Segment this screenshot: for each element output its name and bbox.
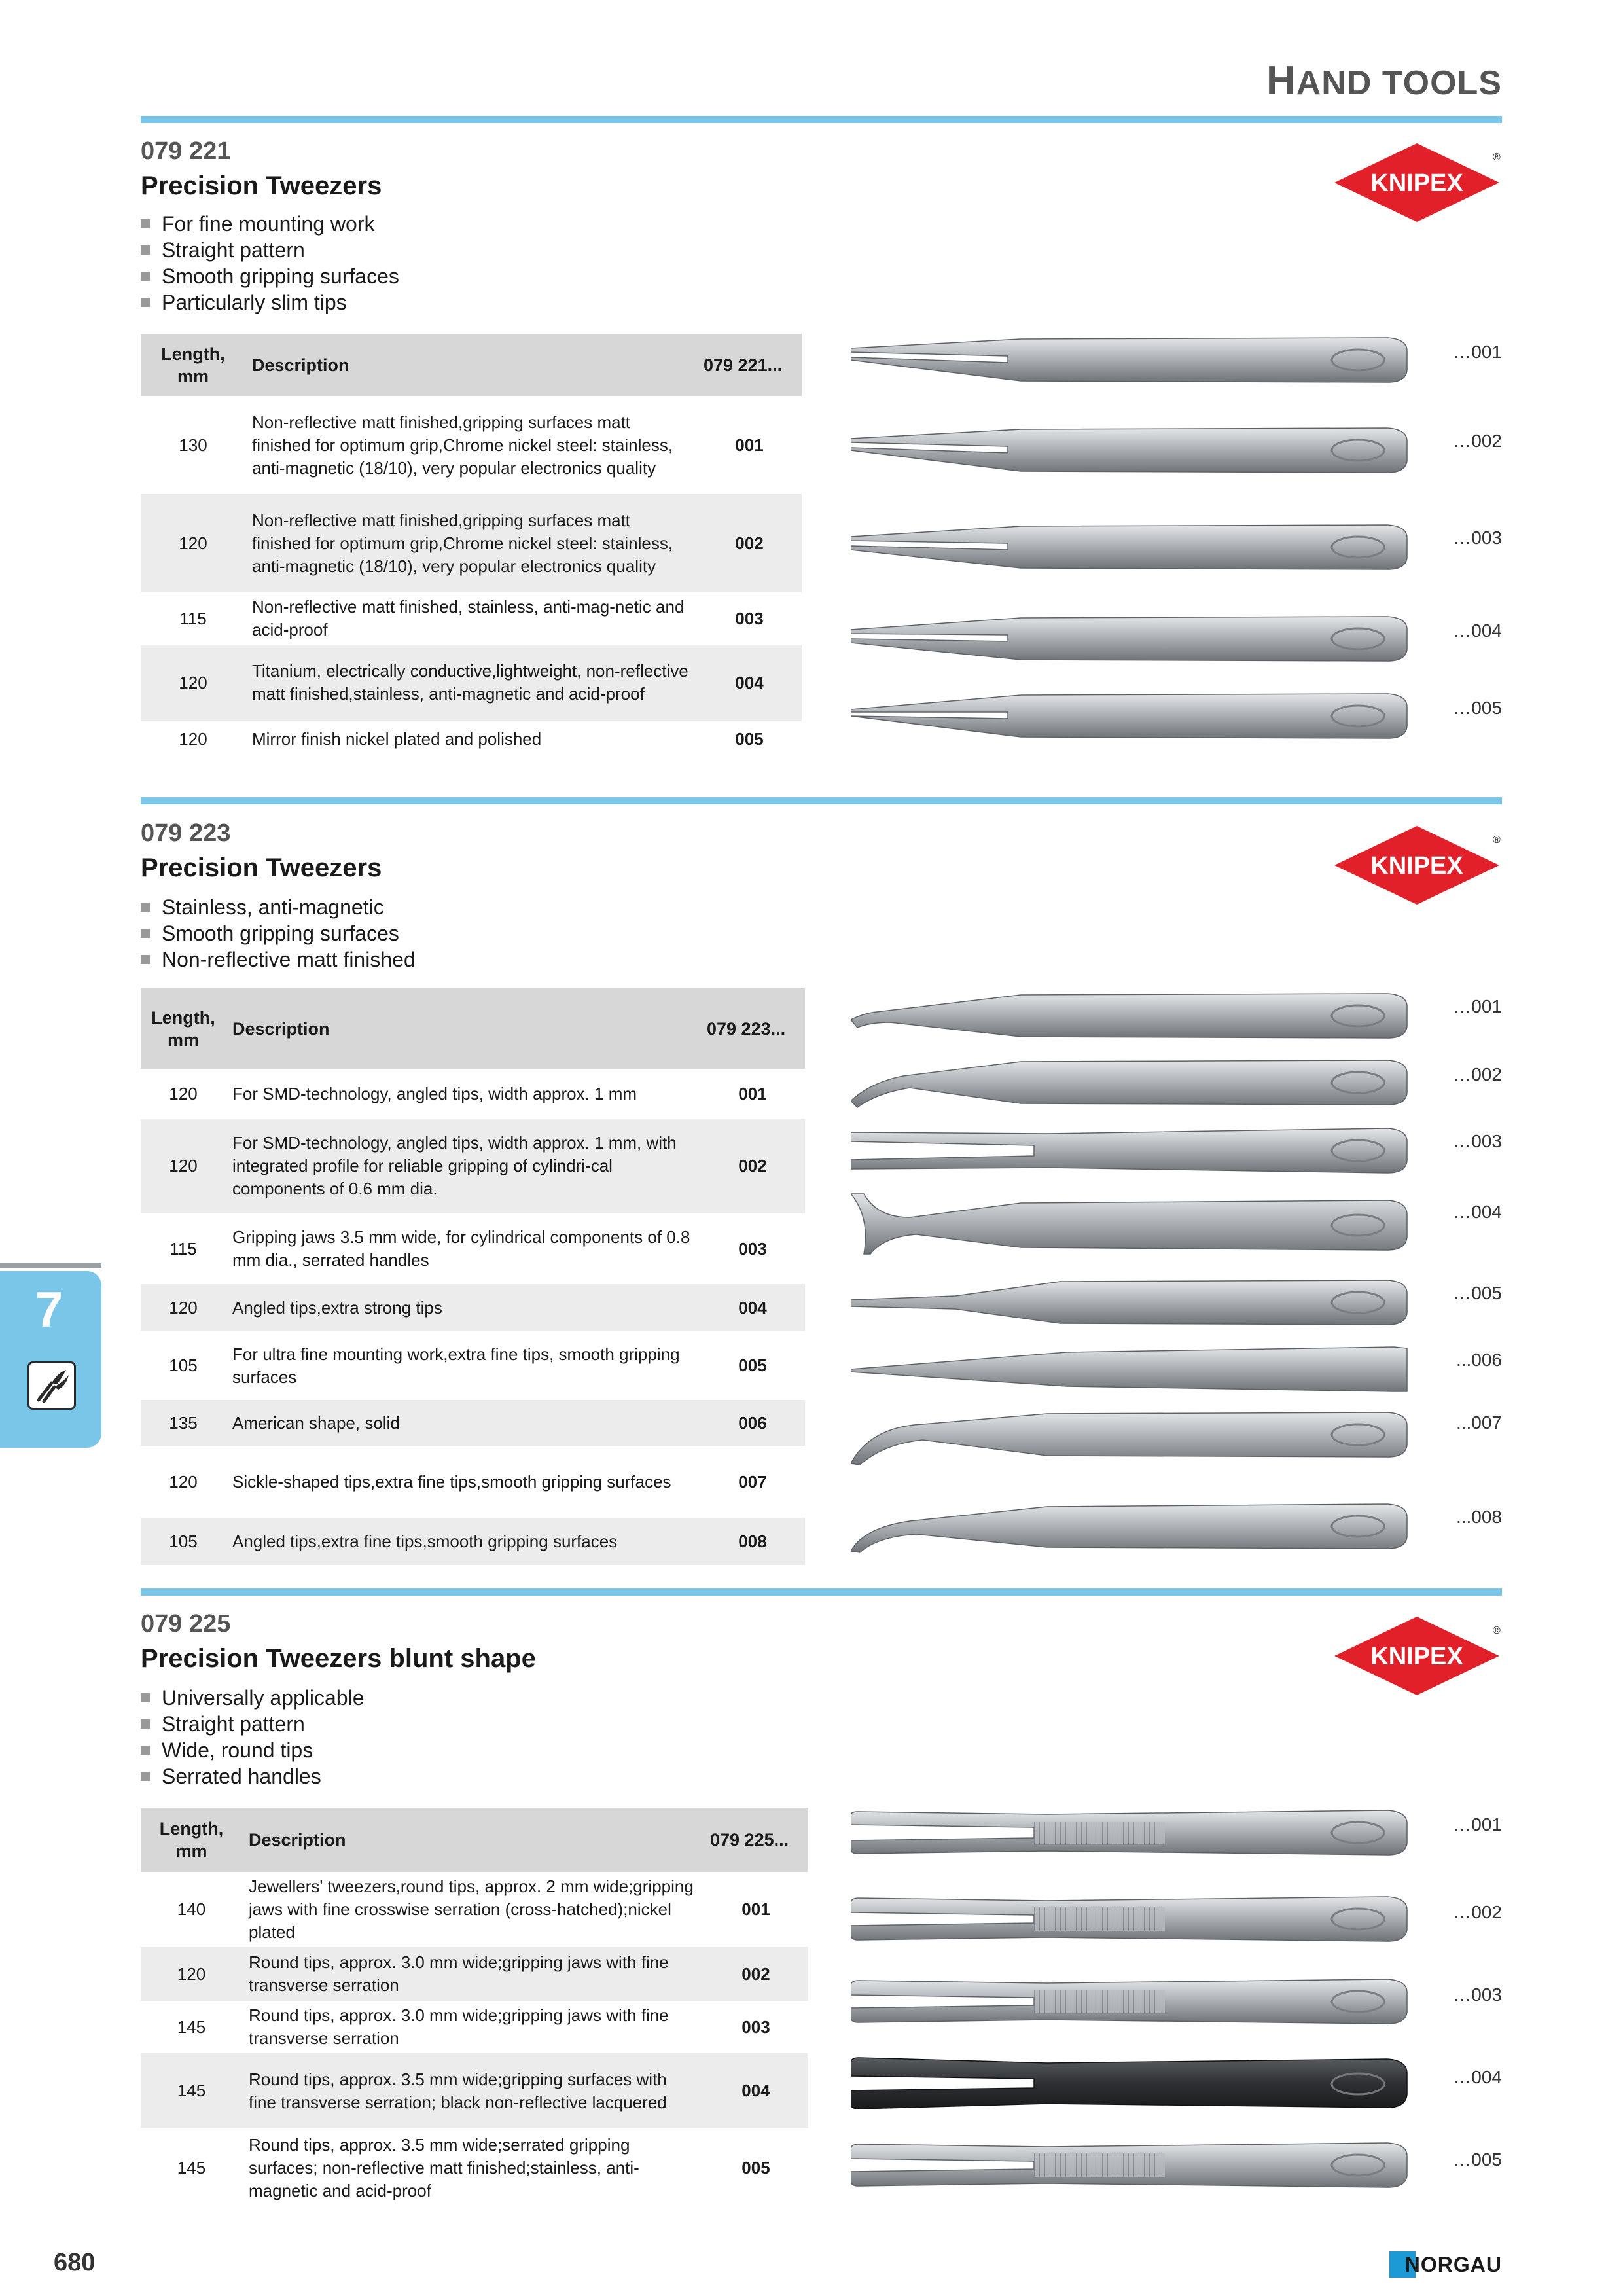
cell-length: 115: [169, 1238, 197, 1259]
feature-list: [141, 1685, 364, 1789]
cell-length: 145: [177, 2157, 206, 2178]
table-row: [141, 494, 802, 592]
tweezer-image: [851, 1343, 1414, 1395]
col-header-description: Description: [242, 1808, 704, 1872]
tweezer-image: [851, 1276, 1414, 1329]
cell-code: 005: [738, 1355, 767, 1375]
variant-suffix: …002: [1453, 1064, 1502, 1085]
table-row: [141, 2001, 808, 2053]
page-number: 680: [54, 2249, 96, 2276]
cell-length: 120: [169, 1083, 198, 1103]
table-row: [141, 1947, 808, 2001]
table-row: [141, 721, 802, 757]
product-code: 079 225: [141, 1610, 231, 1638]
cell-code: 001: [738, 1083, 767, 1103]
feature-item: Wide, round tips: [141, 1737, 364, 1763]
feature-item: For fine mounting work: [141, 211, 399, 237]
cell-code: 005: [741, 2157, 770, 2178]
registered-mark: ®: [1493, 1625, 1501, 1636]
tweezer-image: [851, 690, 1414, 742]
cell-length: 120: [179, 728, 207, 749]
feature-item: Smooth gripping surfaces: [141, 263, 399, 289]
feature-list: [141, 894, 416, 973]
col-header-description: Description: [245, 334, 697, 396]
variant-suffix: …003: [1453, 528, 1502, 548]
table-header-row: [141, 1808, 808, 1872]
table-header-row: [141, 334, 802, 396]
cell-description: Titanium, electrically conductive,lightweight, non-reflective matt finished,stainless, anti-magnetic and acid-proof: [245, 645, 697, 721]
tweezer-image: [851, 1407, 1414, 1466]
cell-length: 120: [141, 645, 245, 721]
table-row: [141, 1119, 805, 1213]
col-header-code: 079 223...: [700, 988, 805, 1069]
cell-length: 120: [141, 1119, 226, 1213]
table-row: [141, 1872, 808, 1947]
product-title: Precision Tweezers: [141, 171, 382, 200]
knipex-logo-text: KNIPEX: [1370, 170, 1463, 197]
cell-code: 002: [704, 1947, 808, 2001]
variant-suffix: ...006: [1455, 1350, 1502, 1370]
feature-item: Straight pattern: [141, 237, 399, 263]
variant-suffix: …004: [1453, 1202, 1502, 1222]
product-table: [141, 334, 802, 757]
cell-description: Round tips, approx. 3.0 mm wide;gripping jaws with fine transverse serration: [249, 2005, 669, 2048]
product-title: Precision Tweezers blunt shape: [141, 1644, 536, 1673]
cell-length: 130: [179, 435, 207, 455]
cell-code: 003: [738, 1238, 767, 1259]
section-divider: [141, 116, 1502, 123]
cell-description: Sickle-shaped tips,extra fine tips,smooth gripping surfaces: [232, 1471, 671, 1492]
product-table: [141, 1808, 808, 2207]
cell-length: 115: [179, 608, 207, 628]
col-header-description: Description: [226, 988, 700, 1069]
cell-code: 002: [700, 1119, 805, 1213]
variant-suffix: ...008: [1455, 1507, 1502, 1527]
tweezer-image: [851, 1191, 1414, 1257]
variant-suffix: …004: [1453, 620, 1502, 641]
variant-suffix: …002: [1453, 1902, 1502, 1922]
pliers-icon: [27, 1361, 76, 1410]
knipex-logo-text: KNIPEX: [1370, 852, 1463, 880]
table-row: [141, 396, 802, 494]
cell-description: Round tips, approx. 3.5 mm wide;serrated gripping surfaces; non-reflective matt finished;stainless, anti-magnetic and acid-proof: [249, 2134, 639, 2200]
norgau-logo-text: NORGAU: [1404, 2253, 1502, 2276]
variant-suffix: …002: [1453, 431, 1502, 451]
feature-item: Universally applicable: [141, 1685, 364, 1711]
tweezer-image: [851, 334, 1414, 386]
table-row: [141, 645, 802, 721]
variant-suffix: ...007: [1455, 1412, 1502, 1433]
variant-suffix: …004: [1453, 2067, 1502, 2087]
side-tab-divider: [0, 1263, 101, 1268]
product-code: 079 223: [141, 819, 231, 847]
col-header-code: 079 225...: [704, 1808, 808, 1872]
cell-description: American shape, solid: [226, 1400, 700, 1446]
cell-code: 003: [741, 2017, 770, 2037]
tweezer-image: [851, 1893, 1414, 1945]
cell-code: 008: [700, 1518, 805, 1565]
variant-suffix: …003: [1453, 1984, 1502, 2005]
table-row: [141, 1213, 805, 1284]
cell-length: 145: [177, 2017, 206, 2037]
cell-length: 120: [141, 494, 245, 592]
knipex-logo-text: KNIPEX: [1370, 1643, 1463, 1670]
variant-suffix: …001: [1453, 1814, 1502, 1835]
cell-code: 007: [738, 1471, 767, 1492]
cell-length: 140: [177, 1899, 206, 1919]
feature-list: [141, 211, 399, 315]
registered-mark: ®: [1493, 834, 1501, 846]
cell-code: 006: [700, 1400, 805, 1446]
cell-description: Angled tips,extra fine tips,smooth gripping surfaces: [226, 1518, 700, 1565]
cell-description: For SMD-technology, angled tips, width approx. 1 mm, with integrated profile for reliable gripping of cylindri-cal components of 0.6 mm dia.: [226, 1119, 700, 1213]
table-row: [141, 592, 802, 645]
cell-description: Non-reflective matt finished,gripping surfaces matt finished for optimum grip,Chrome nickel steel: stainless, anti-magnetic (18/10), very popular electronics quality: [252, 412, 673, 478]
cell-description: Angled tips,extra strong tips: [226, 1284, 700, 1331]
table-row: [141, 1284, 805, 1331]
cell-length: 120: [141, 1947, 242, 2001]
variant-suffix: …005: [1453, 2149, 1502, 2170]
section-divider: [141, 797, 1502, 804]
page-header: HAND TOOLS: [1266, 58, 1502, 103]
cell-description: Non-reflective matt finished,gripping surfaces matt finished for optimum grip,Chrome nickel steel: stainless, anti-magnetic (18/10), very popular electronics quality: [245, 494, 697, 592]
cell-description: Mirror finish nickel plated and polished: [252, 728, 542, 749]
cell-code: 001: [735, 435, 764, 455]
cell-code: 004: [704, 2053, 808, 2128]
registered-mark: ®: [1493, 152, 1501, 163]
variant-suffix: …005: [1453, 1283, 1502, 1303]
cell-length: 145: [141, 2053, 242, 2128]
cell-description: Jewellers' tweezers,round tips, approx. 2 mm wide;gripping jaws with fine crosswise serration (cross-hatched);nickel plated: [249, 1876, 694, 1942]
cell-code: 001: [741, 1899, 770, 1919]
knipex-logo: [1332, 141, 1502, 224]
cell-description: Gripping jaws 3.5 mm wide, for cylindrical components of 0.8 mm dia., serrated handles: [232, 1227, 690, 1270]
knipex-logo: [1332, 1614, 1502, 1698]
section-divider: [141, 1588, 1502, 1596]
feature-item: Stainless, anti-magnetic: [141, 894, 416, 920]
knipex-logo: [1332, 823, 1502, 907]
tweezer-image: [851, 2054, 1414, 2113]
product-title: Precision Tweezers: [141, 853, 382, 882]
table-row: [141, 2053, 808, 2128]
cell-code: 005: [735, 728, 764, 749]
variant-suffix: …005: [1453, 698, 1502, 718]
tweezer-image: [851, 1806, 1414, 1859]
col-header-code: 079 221...: [697, 334, 802, 396]
product-table: [141, 988, 805, 1565]
col-header-length: Length, mm: [141, 1808, 242, 1872]
cell-code: 003: [735, 608, 764, 628]
tweezer-image: [851, 521, 1414, 573]
table-row: [141, 1518, 805, 1565]
product-code: 079 221: [141, 137, 231, 165]
feature-item: Serrated handles: [141, 1763, 364, 1789]
tweezer-image: [851, 613, 1414, 665]
chapter-number: 7: [35, 1282, 63, 1338]
col-header-length: Length, mm: [141, 988, 226, 1069]
cell-description: Non-reflective matt finished, stainless, anti-mag-netic and acid-proof: [252, 597, 685, 639]
cell-description: For SMD-technology, angled tips, width approx. 1 mm: [232, 1083, 637, 1103]
table-header-row: [141, 988, 805, 1069]
cell-length: 105: [141, 1518, 226, 1565]
cell-length: 135: [141, 1400, 226, 1446]
tweezer-image: [851, 2139, 1414, 2191]
col-header-length: Length, mm: [141, 334, 245, 396]
tweezer-image: [851, 1975, 1414, 2028]
table-row: [141, 2128, 808, 2207]
cell-code: 004: [700, 1284, 805, 1331]
cell-code: 002: [697, 494, 802, 592]
tweezer-image: [851, 424, 1414, 476]
table-row: [141, 1331, 805, 1400]
cell-description: For ultra fine mounting work,extra fine tips, smooth gripping surfaces: [232, 1344, 680, 1387]
cell-description: Round tips, approx. 3.0 mm wide;gripping jaws with fine transverse serration: [242, 1947, 704, 2001]
tweezer-image: [851, 1495, 1414, 1554]
tweezer-image: [851, 1124, 1414, 1177]
variant-suffix: …001: [1453, 996, 1502, 1016]
table-row: [141, 1446, 805, 1518]
tweezer-image: [851, 1056, 1414, 1109]
cell-description: Round tips, approx. 3.5 mm wide;gripping surfaces with fine transverse serration; black non-reflective lacquered: [242, 2053, 704, 2128]
variant-suffix: …003: [1453, 1131, 1502, 1151]
cell-length: 120: [141, 1284, 226, 1331]
feature-item: Particularly slim tips: [141, 289, 399, 315]
tweezer-image: [851, 990, 1414, 1042]
cell-length: 105: [169, 1355, 198, 1375]
table-row: [141, 1400, 805, 1446]
feature-item: Non-reflective matt finished: [141, 946, 416, 973]
cell-length: 120: [169, 1471, 198, 1492]
variant-suffix: …001: [1453, 342, 1502, 362]
table-row: [141, 1069, 805, 1119]
feature-item: Straight pattern: [141, 1711, 364, 1737]
cell-code: 004: [697, 645, 802, 721]
feature-item: Smooth gripping surfaces: [141, 920, 416, 946]
